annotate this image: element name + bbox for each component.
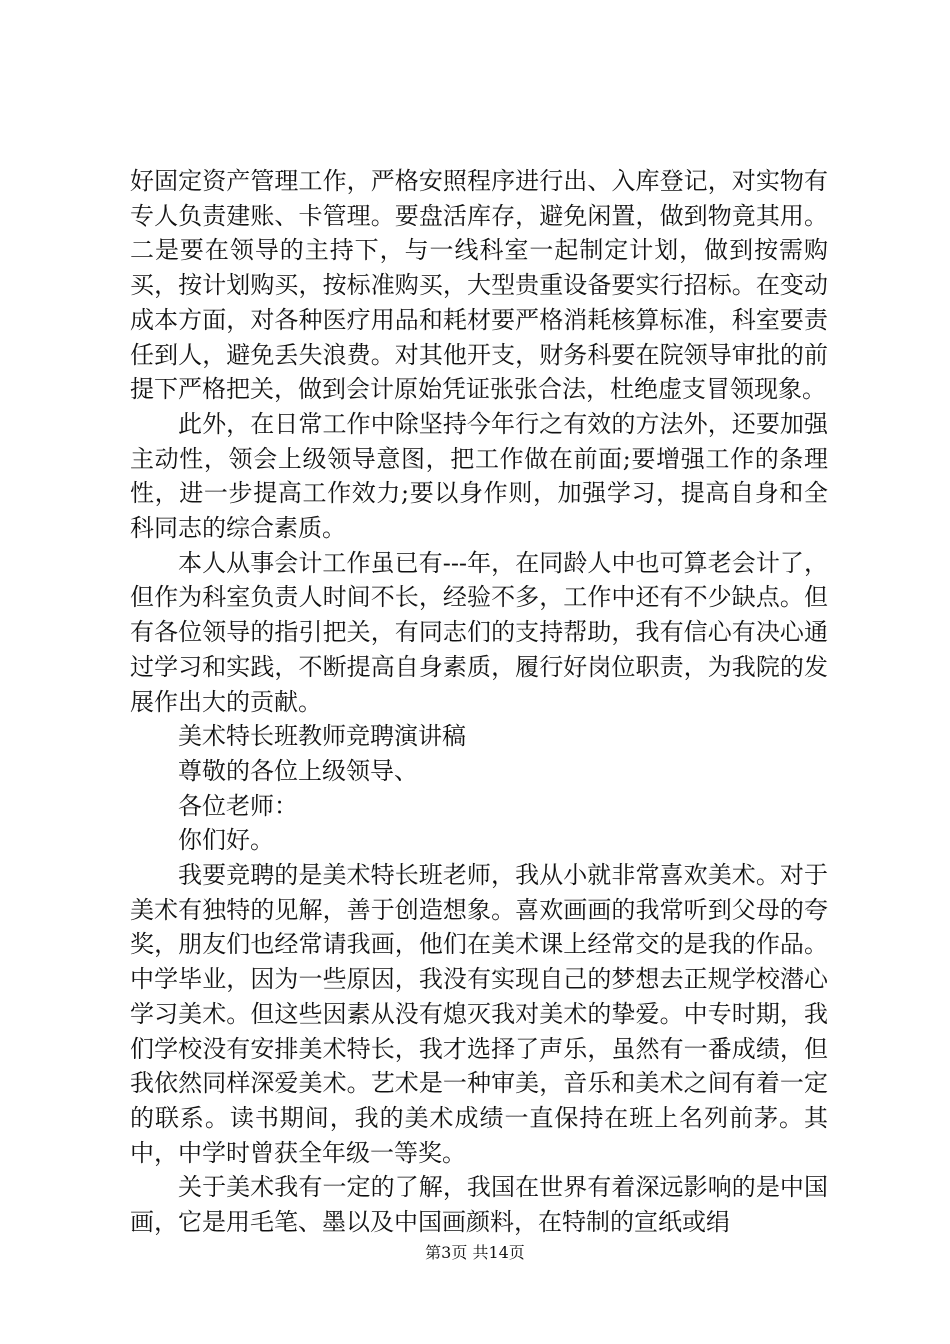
salutation-leaders: 尊敬的各位上级领导、 [178, 756, 418, 785]
paragraph-art-passion: 我要竞聘的是美术特长班老师，我从小就非常喜欢美术。对于美术有独特的见解，善于创造想象。喜欢画画的我常听到父母的夸奖，朋友们也经常请我画，他们在美术课上经常交的是我的作品。中学毕业，因为一些原因，我没有实现自己的梦想去正规学校潜心学习美术。但这些因素从没有熄灭我对美术的挚爱。中专时期，我们学校没有安排美术特长，我才选择了声乐，虽然有一番成绩，但我依然同样深爱美术。艺术是一种审美，音乐和美术之间有着一定的联系。读书期间，我的美术成绩一直保持在班上名列前茅。其中，中学时曾获全年级一等奖。 [130, 861, 828, 1167]
salutation-teachers: 各位老师： [178, 791, 298, 820]
document-body [130, 164, 828, 1240]
paragraph-self-summary: 本人从事会计工作虽已有---年，在同龄人中也可算老会计了，但作为科室负责人时间不长，经验不多，工作中还有不少缺点。但有各位领导的指引把关，有同志们的支持帮助，我有信心有决心通过学习和实践，不断提高自身素质，履行好岗位职责，为我院的发展作出大的贡献。 [130, 548, 828, 716]
paragraph-additional-measures: 此外，在日常工作中除坚持今年行之有效的方法外，还要加强主动性，领会上级领导意图，把工作做在前面;要增强工作的条理性，进一步提高工作效力;要以身作则，加强学习，提高自身和全科同志的综合素质。 [130, 409, 828, 543]
page-number-footer: 第3页 共14页 [425, 1243, 525, 1262]
paragraph-assets-management: 好固定资产管理工作，严格安照程序进行出、入库登记，对实物有专人负责建账、卡管理。要盘活库存，避免闲置，做到物竟其用。二是要在领导的主持下，与一线科室一起制定计划，做到按需购买，按计划购买，按标准购买，大型贵重设备要实行招标。在变动成本方面，对各种医疗用品和耗材要严格消耗核算标准，科室要责任到人，避免丢失浪费。对其他开支，财务科要在院领导审批的前提下严格把关，做到会计原始凭证张张合法，杜绝虚支冒领现象。 [130, 167, 828, 404]
paragraph-chinese-painting: 关于美术我有一定的了解，我国在世界有着深远影响的是中国画，它是用毛笔、墨以及中国画颜料，在特制的宣纸或绢 [130, 1173, 828, 1237]
greeting: 你们好。 [178, 826, 274, 855]
speech-title: 美术特长班教师竞聘演讲稿 [178, 722, 466, 751]
